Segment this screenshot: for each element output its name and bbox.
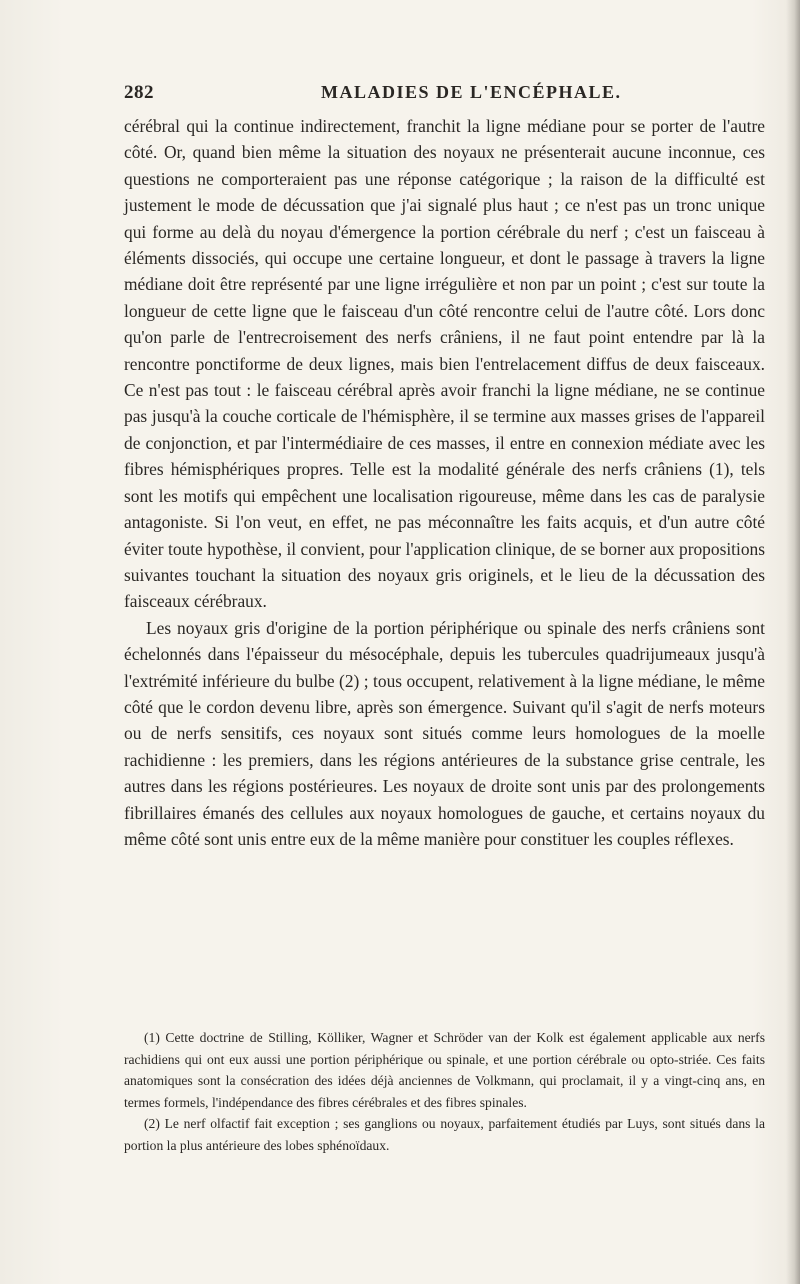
- footnote: (2) Le nerf olfactif fait exception ; ses ganglions ou noyaux, parfaitement étudiés par Luys, sont situés dans la portion la plus antérieure des lobes sphénoïdaux.: [124, 1116, 765, 1153]
- footnotes: [124, 1027, 765, 1157]
- paragraph: Les noyaux gris d'origine de la portion périphérique ou spinale des nerfs crâniens sont échelonnés dans l'épaisseur du mésocéphale, depuis les tubercules quadrijumeaux jusqu'à l'extrémité inférieure du bulbe (2) ; tous occupent, relativement à la ligne médiane, le même côté que le cordon devenu libre, après son émergence. Suivant qu'il s'agit de nerfs moteurs ou de nerfs sensitifs, ces noyaux sont situés comme leurs homologues de la moelle rachidienne : les premiers, dans les régions antérieures de la substance grise centrale, les autres dans les régions postérieures. Les noyaux de droite sont unis par des prolongements fibrillaires émanés des cellules aux noyaux homologues de gauche, et certains noyaux du même côté sont unis entre eux de la même manière pour constituer les couples réflexes.: [124, 617, 765, 849]
- body-text: [124, 113, 765, 852]
- running-title: MALADIES DE L'ENCÉPHALE.: [321, 82, 622, 102]
- footnote: (1) Cette doctrine de Stilling, Kölliker, Wagner et Schröder van der Kolk est également applicable aux nerfs rachidiens qui ont eux aussi une portion périphérique ou spinale, et une portion cérébrale ou opto-striée. Ces faits anatomiques sont la consécration des idées déjà anciennes de Volkmann, qui proclamait, il y a vingt-cinq ans, en termes formels, l'indépendance des fibres cérébrales et des fibres spinales.: [124, 1030, 765, 1110]
- paragraph: cérébral qui la continue indirectement, franchit la ligne médiane pour se porter de l'autre côté. Or, quand bien même la situation des noyaux ne présenterait aucune inconnue, ces questions ne comporteraient pas une réponse catégorique ; la raison de la difficulté est justement le mode de décussation que j'ai signalé plus haut ; ce n'est pas un tronc unique qui forme au delà du noyau d'émergence la portion cérébrale du nerf ; c'est un faisceau à éléments dissociés, qui occupe une certaine longueur, et dont le passage à travers la ligne médiane doit être représenté par une ligne irrégulière et non par un point ; c'est sur toute la longueur de cette ligne que le faisceau d'un côté rencontre celui de l'autre côté. Lors donc qu'on parle de l'entrecroisement des nerfs crâniens, il ne faut point entendre par là la rencontre ponctiforme de deux lignes, mais bien l'entrelacement diffus de deux faisceaux. Ce n'est pas tout : le faisceau cérébral après avoir franchi la ligne médiane, ne se continue pas jusqu'à la couche corticale de l'hémisphère, il se termine aux masses grises de l'appareil de conjonction, et par l'intermédiaire de ces masses, il entre en connexion médiate avec les fibres hémisphériques propres. Telle est la modalité générale des nerfs crâniens (1), tels sont les motifs qui empêchent une localisation rigoureuse, même dans les cas de paralysie antagoniste. Si l'on veut, en effet, ne pas méconnaître les faits acquis, et d'un autre côté éviter toute hypothèse, il convient, pour l'application clinique, de se borner aux propositions suivantes touchant la situation des noyaux gris originels, et le lieu de la décussation des faisceaux cérébraux.: [124, 116, 765, 612]
- page-edge-shadow: [786, 0, 800, 1284]
- page-header: [124, 82, 764, 108]
- page-number: 282: [124, 82, 154, 103]
